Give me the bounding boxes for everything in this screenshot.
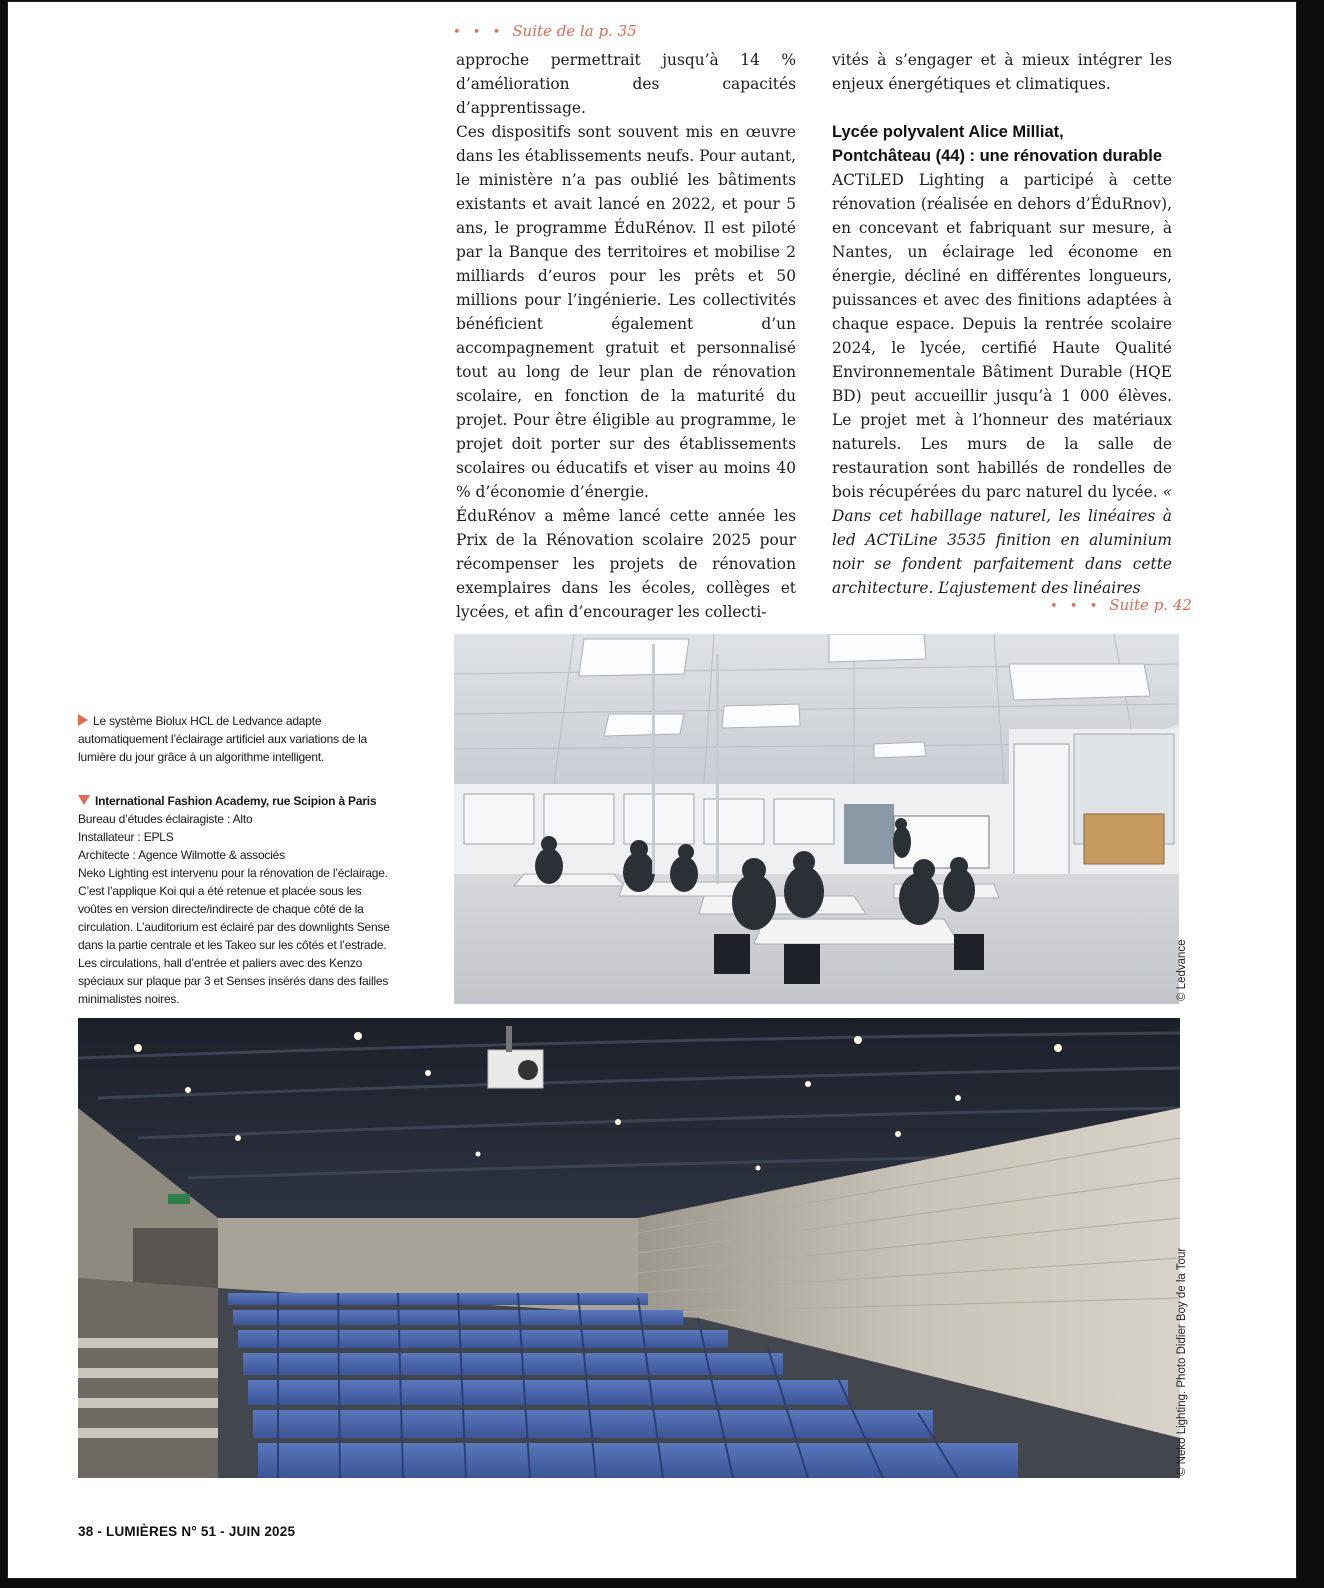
caption-line: Installateur : EPLS <box>78 830 174 844</box>
paragraph: Ces dispositifs sont souvent mis en œuvre dans les établissements neufs. Pour autant, le ministère n’a pas oublié les bâtiments existants et avait lancé en 2022, et pour 5 ans, le programme ÉduRénov. Il est piloté par la Banque des territoires et mobilise 2 milliards d’euros pour les prêts et 50 millions pour l’ingénierie. Les collectivités bénéficient également d’un accompagnement gratuit et personnalisé tout au long de leur plan de rénovation scolaire, en fonction de la maturité du projet. Pour être éligible au programme, le projet doit porter sur des établissements scolaires ou éducatifs et viser au moins 40 % d’économie d’énergie. <box>456 123 796 501</box>
magazine-page <box>8 2 1296 1578</box>
paragraph-text: ACTiLED Lighting a participé à cette rénovation (réalisée en dehors d’ÉduRnov), en concevant et fabriquant sur mesure, à Nantes, un éclairage led économe en énergie, décliné en différentes longueurs, puissances et avec des finitions adaptées à chaque espace. Depuis la rentrée scolaire 2024, le lycée, certifié Haute Qualité Environnementale Bâtiment Durable (HQE BD) peut accueillir jusqu’à 1 000 élèves. Le projet met à l’honneur des matériaux naturels. Les murs de la salle de restauration sont habillés de rondelles de bois récupérées du parc naturel du lycée. <box>832 171 1172 501</box>
triangle-right-icon <box>78 714 88 726</box>
continuation-text: Suite de la p. 35 <box>512 22 637 40</box>
caption-auditorium <box>78 792 393 1008</box>
classroom-photo <box>454 634 1179 1004</box>
caption-classroom <box>78 712 398 766</box>
quote-text: « Dans cet habillage naturel, les linéaires à led ACTiLine 3535 finition en aluminium noir se fondent parfaitement dans cette architecture. L’ajustement des linéaires <box>832 483 1172 597</box>
article-column-right <box>832 48 1172 600</box>
article-column-left <box>456 48 796 624</box>
caption-text: Le système Biolux HCL de Ledvance adapte automatiquement l’éclairage artificiel aux variations de la lumière du jour grâce à un algorithme intelligent. <box>78 714 368 764</box>
continuation-text: Suite p. 42 <box>1109 596 1192 614</box>
paragraph: ÉduRénov a même lancé cette année les Prix de la Rénovation scolaire 2025 pour récompenser les projets de rénovation exemplaires dans les écoles, collèges et lycées, et afin d’encourager les collecti- <box>456 507 796 621</box>
continuation-to-next <box>1050 596 1192 614</box>
bullet-dots: • • • <box>1050 599 1102 614</box>
triangle-down-icon <box>78 795 90 805</box>
auditorium-photo <box>78 1018 1180 1478</box>
caption-body: Neko Lighting est intervenu pour la rénovation de l’éclairage. C’est l’applique Koi qui a été retenue et placée sous les voûtes en version directe/indirecte de chaque côté de la circulation. L’auditorium est éclairé par des downlights Sense dans la partie centrale et les Takeo sur les côtés et l’estrade. Les circulations, hall d’entrée et paliers avec des Kenzo spéciaux sur plaque par 3 et Senses insérés dans des failles minimalistes noires. <box>78 866 390 1006</box>
heading-line: Lycée polyvalent Alice Milliat, <box>832 123 1064 141</box>
page-footer: 38 - LUMIÈRES N° 51 - JUIN 2025 <box>78 1524 296 1539</box>
caption-title: International Fashion Academy, rue Scipion à Paris <box>95 794 377 808</box>
scrollbar[interactable] <box>1304 0 1324 1588</box>
section-heading <box>832 120 1172 168</box>
paragraph: approche permettrait jusqu’à 14 % d’amélioration des capacités d’apprentissage. <box>456 51 796 117</box>
bullet-dots: • • • <box>453 25 505 40</box>
continuation-from-previous <box>453 22 637 40</box>
photo-credit-classroom: © Ledvance <box>1176 939 1188 1001</box>
paragraph: vités à s’engager et à mieux intégrer les enjeux énergétiques et climatiques. <box>832 51 1172 93</box>
heading-line: Pontchâteau (44) : une rénovation durable <box>832 147 1163 165</box>
paragraph <box>832 168 1172 600</box>
caption-line: Architecte : Agence Wilmotte & associés <box>78 848 285 862</box>
photo-credit-auditorium: © Neko Lighting. Photo Didier Boy de la Tour <box>1176 1247 1188 1476</box>
caption-line: Bureau d’études éclairagiste : Alto <box>78 812 253 826</box>
